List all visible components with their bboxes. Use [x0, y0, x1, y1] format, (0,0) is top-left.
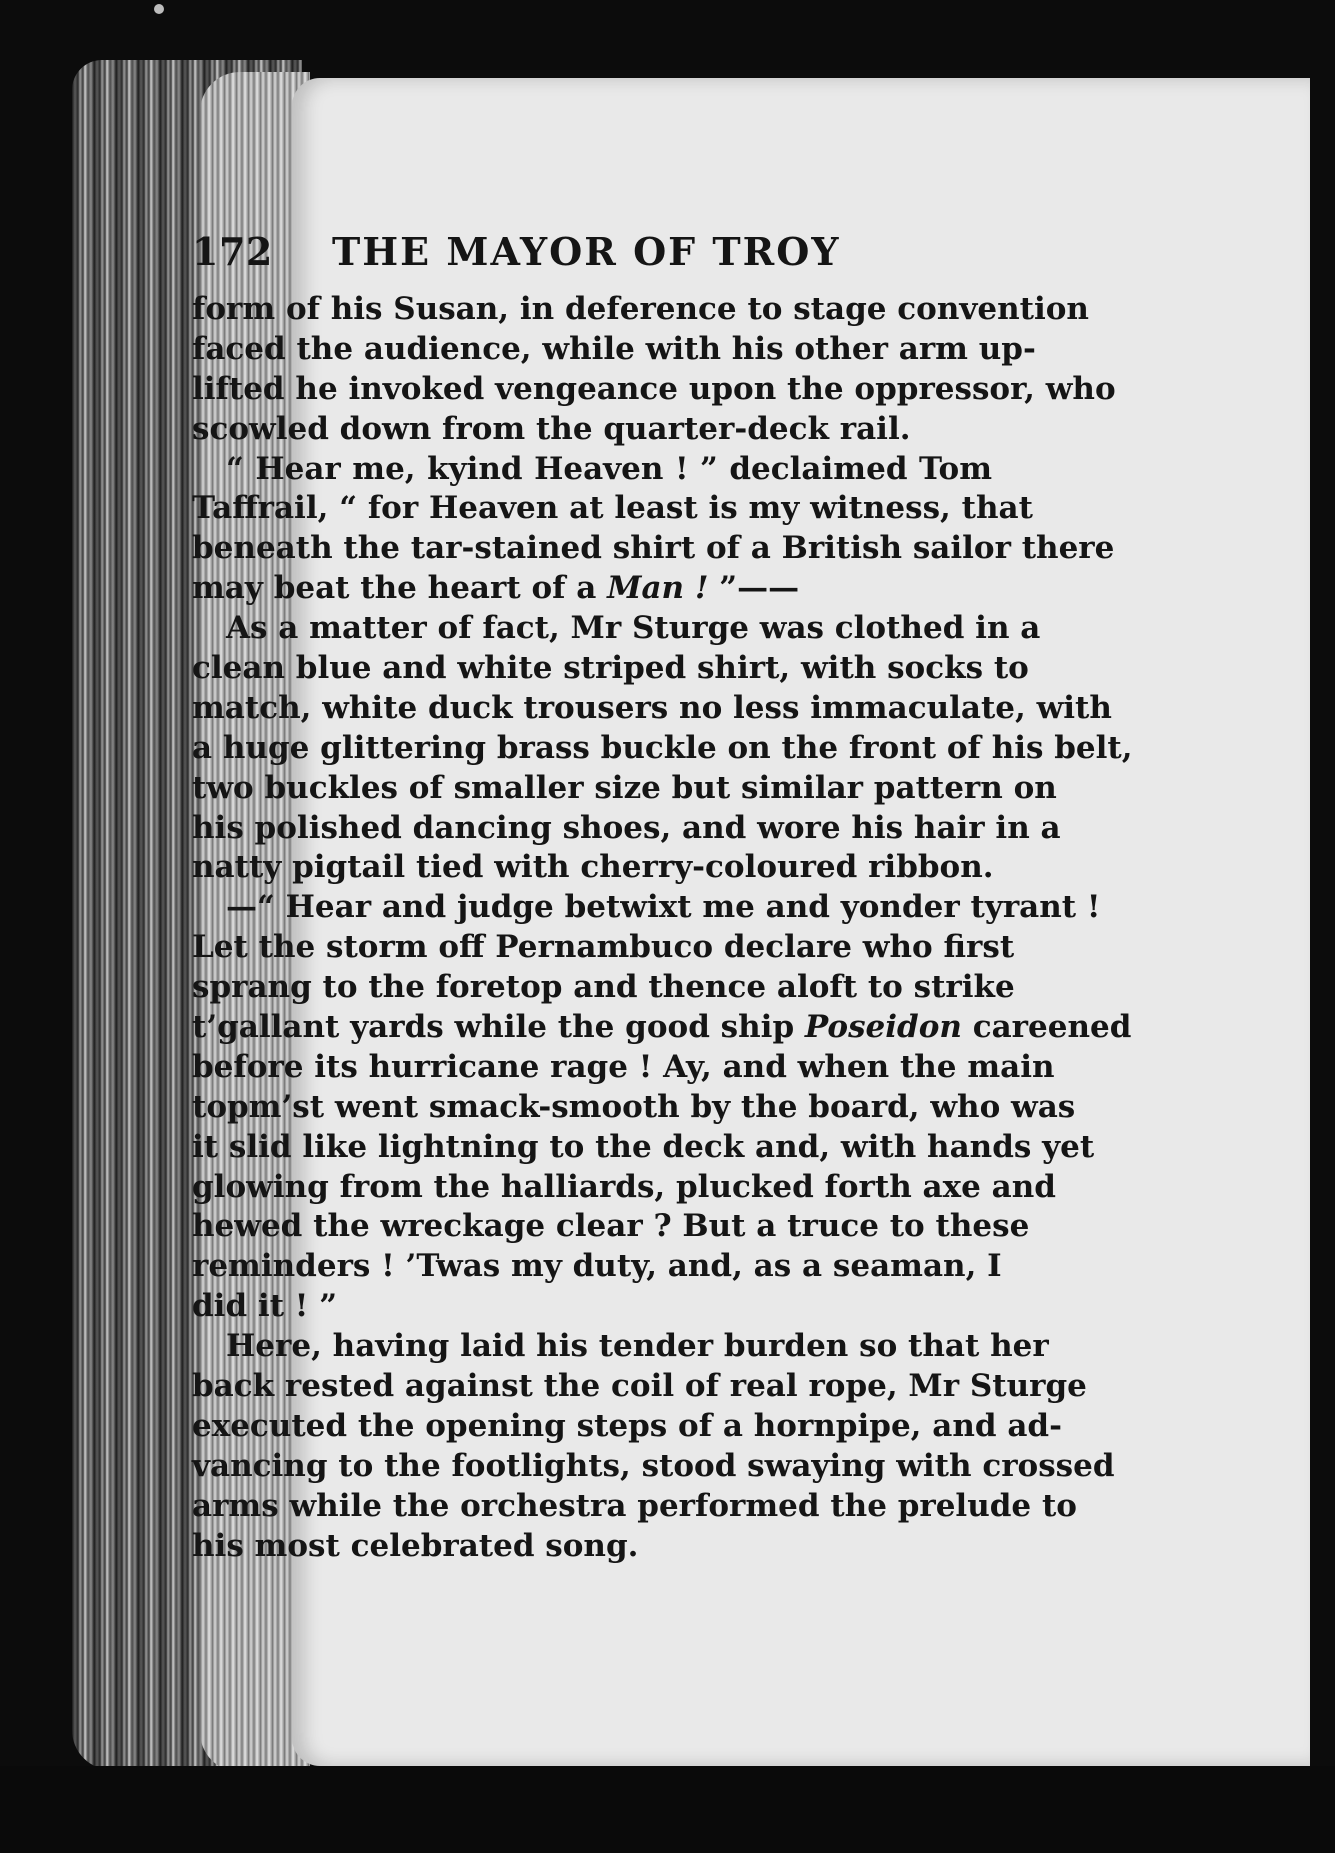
text-line: lifted he invoked vengeance upon the oppressor, who — [192, 370, 1116, 407]
text-line-part: ”—— — [708, 570, 800, 607]
text-line: vancing to the footlights, stood swaying with crossed — [192, 1447, 1115, 1484]
text-line: hewed the wreckage clear ? But a truce to these — [192, 1208, 1030, 1245]
text-line: arms while the orchestra performed the prelude to — [192, 1487, 1077, 1524]
scan-artifact-dot — [154, 4, 164, 14]
text-line-part: may beat the heart of a — [192, 570, 608, 607]
page-text-block — [192, 222, 1133, 1567]
text-line: back rested against the coil of real rope, Mr Sturge — [192, 1368, 1087, 1405]
text-line-man — [192, 569, 992, 609]
text-line: executed the opening steps of a hornpipe, and ad- — [192, 1407, 1062, 1444]
text-line: reminders ! ’Twas my duty, and, as a seaman, I — [192, 1248, 1002, 1285]
text-line: clean blue and white striped shirt, with socks to — [192, 650, 1029, 687]
text-line: two buckles of smaller size but similar pattern on — [192, 769, 1057, 806]
paragraph-1 — [192, 290, 1116, 450]
text-line: As a matter of fact, Mr Sturge was clothed in a — [226, 610, 1041, 647]
text-line: a huge glittering brass buckle on the front of his belt, — [192, 729, 1133, 766]
text-line: natty pigtail tied with cherry-coloured ribbon. — [192, 849, 994, 886]
paragraph-3 — [192, 609, 1133, 888]
text-line: Taffrail, “ for Heaven at least is my witness, that — [192, 490, 1033, 527]
paragraph-4 — [192, 888, 1132, 1327]
italic-man: Man ! — [607, 570, 709, 607]
text-line: his polished dancing shoes, and wore his hair in a — [192, 809, 1061, 846]
text-line: beneath the tar-stained shirt of a British sailor there — [192, 530, 1115, 567]
text-line-poseidon — [192, 1008, 1132, 1048]
paragraph-2 — [192, 450, 1115, 610]
text-line: before its hurricane rage ! Ay, and when the main — [192, 1048, 1055, 1085]
page-number: 172 — [192, 229, 273, 274]
text-line: match, white duck trousers no less immaculate, with — [192, 689, 1112, 726]
text-line: Let the storm off Pernambuco declare who first — [192, 929, 1015, 966]
text-line-part: t’gallant yards while the good ship — [192, 1009, 805, 1046]
text-line: it slid like lightning to the deck and, with hands yet — [192, 1128, 1095, 1165]
book-title: THE MAYOR OF TROY — [332, 229, 841, 274]
running-head — [192, 222, 992, 282]
text-line: did it ! ” — [192, 1288, 338, 1325]
text-line: form of his Susan, in deference to stage convention — [192, 291, 1089, 327]
paragraph-5 — [192, 1327, 1115, 1566]
text-line: faced the audience, while with his other arm up- — [192, 330, 1036, 367]
text-line-part: careened — [961, 1009, 1132, 1046]
text-line: “ Hear me, kyind Heaven ! ” declaimed Tom — [226, 450, 992, 487]
italic-poseidon: Poseidon — [804, 1009, 962, 1046]
text-line: Here, having laid his tender burden so that her — [226, 1328, 1049, 1365]
scan-bottom-border — [0, 1766, 1335, 1853]
text-line: his most celebrated song. — [192, 1527, 639, 1564]
text-line: —“ Hear and judge betwixt me and yonder tyrant ! — [226, 889, 1101, 926]
text-line: glowing from the halliards, plucked forth axe and — [192, 1168, 1056, 1205]
text-line: sprang to the foretop and thence aloft to strike — [192, 969, 1015, 1006]
text-line: topm’st went smack-smooth by the board, who was — [192, 1088, 1076, 1125]
text-line: scowled down from the quarter-deck rail. — [192, 410, 911, 447]
